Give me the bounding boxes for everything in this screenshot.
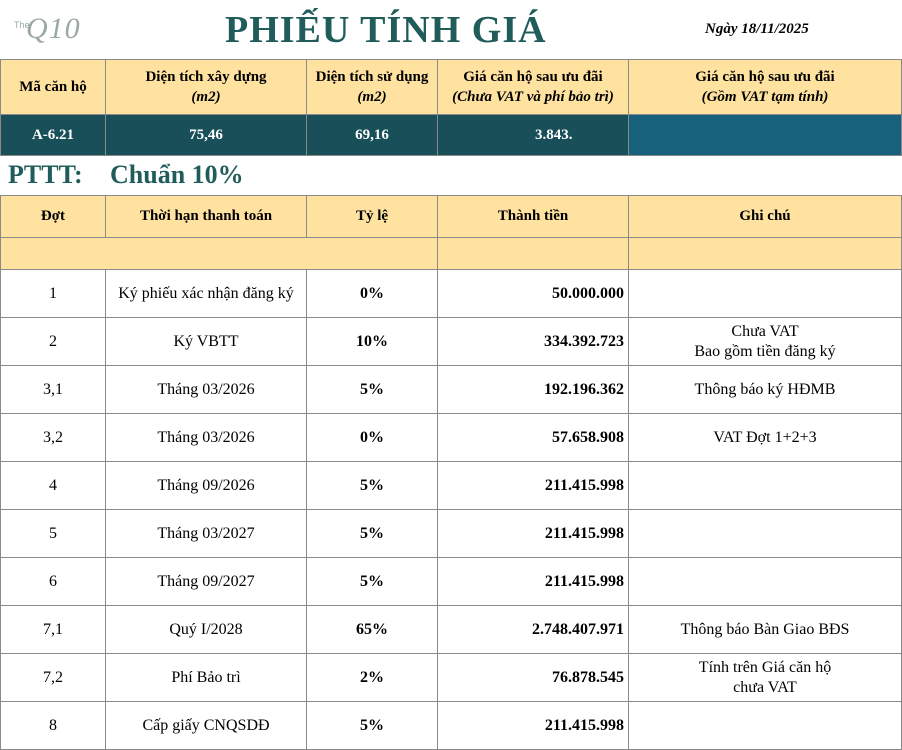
table-row <box>1 654 902 702</box>
note-line: Bao gồm tiền đăng ký <box>694 342 836 360</box>
cell-note <box>629 318 902 366</box>
value-ma-can-ho: A-6.21 <box>1 115 106 156</box>
cell-dot: 5 <box>1 510 106 558</box>
cell-dot: 1 <box>1 270 106 318</box>
spacer-cell <box>629 238 902 270</box>
cell-term: Ký VBTT <box>106 318 307 366</box>
cell-dot: 3,2 <box>1 414 106 462</box>
cell-amount: 334.392.723 <box>438 318 629 366</box>
cell-dot: 2 <box>1 318 106 366</box>
cell-term: Tháng 09/2026 <box>106 462 307 510</box>
cell-note <box>629 510 902 558</box>
cell-amount: 50.000.000 <box>438 270 629 318</box>
cell-rate: 2% <box>307 654 438 702</box>
cell-amount: 76.878.545 <box>438 654 629 702</box>
cell-term: Ký phiếu xác nhận đăng ký <box>106 270 307 318</box>
table-row <box>1 606 902 654</box>
table-row <box>1 702 902 750</box>
value-gia-gom-vat <box>629 115 902 156</box>
cell-rate: 5% <box>307 558 438 606</box>
table-row <box>1 366 902 414</box>
header-thanh-tien: Thành tiền <box>438 196 629 238</box>
table-row <box>1 462 902 510</box>
apartment-value-row <box>1 115 902 156</box>
cell-rate: 65% <box>307 606 438 654</box>
cell-note <box>629 270 902 318</box>
cell-term: Tháng 03/2027 <box>106 510 307 558</box>
note-line: Chưa VAT <box>731 322 799 340</box>
cell-amount: 2.748.407.971 <box>438 606 629 654</box>
cell-term: Phí Bảo trì <box>106 654 307 702</box>
cell-rate: 5% <box>307 366 438 414</box>
spacer-cell <box>1 238 438 270</box>
cell-dot: 4 <box>1 462 106 510</box>
cell-term: Quý I/2028 <box>106 606 307 654</box>
schedule-spacer-row <box>1 238 902 270</box>
note-line: Thông báo ký HĐMB <box>694 380 836 398</box>
note-line: Thông báo Bàn Giao BĐS <box>680 620 850 638</box>
cell-note <box>629 654 902 702</box>
table-row <box>1 558 902 606</box>
header-ma-can-ho: Mã căn hộ <box>1 60 106 115</box>
cell-note <box>629 606 902 654</box>
cell-term: Cấp giấy CNQSDĐ <box>106 702 307 750</box>
header-gia-gom-vat: Giá căn hộ sau ưu đãi (Gồm VAT tạm tính) <box>629 60 902 115</box>
cell-dot: 3,1 <box>1 366 106 414</box>
cell-term: Tháng 09/2027 <box>106 558 307 606</box>
cell-term: Tháng 03/2026 <box>106 366 307 414</box>
value-gia-chua-vat: 3.843. <box>438 115 629 156</box>
cell-rate: 5% <box>307 462 438 510</box>
cell-dot: 6 <box>1 558 106 606</box>
header-dien-tich-xay-dung: Diện tích xây dựng (m2) <box>106 60 307 115</box>
cell-rate: 0% <box>307 414 438 462</box>
cell-note <box>629 558 902 606</box>
table-row <box>1 270 902 318</box>
page-title: PHIẾU TÍNH GIÁ <box>225 9 547 51</box>
table-row <box>1 414 902 462</box>
cell-dot: 8 <box>1 702 106 750</box>
cell-amount: 211.415.998 <box>438 510 629 558</box>
payment-method-label: PTTT: <box>8 160 83 189</box>
schedule-header-row <box>1 196 902 238</box>
cell-note <box>629 702 902 750</box>
cell-dot: 7,2 <box>1 654 106 702</box>
cell-term: Tháng 03/2026 <box>106 414 307 462</box>
header-dot: Đợt <box>1 196 106 238</box>
cell-rate: 5% <box>307 702 438 750</box>
header-thoi-han: Thời hạn thanh toán <box>106 196 307 238</box>
cell-rate: 10% <box>307 318 438 366</box>
note-line: Tính trên Giá căn hộ <box>698 658 832 676</box>
payment-method <box>8 160 244 190</box>
cell-note <box>629 366 902 414</box>
spacer-cell <box>438 238 629 270</box>
cell-amount: 211.415.998 <box>438 702 629 750</box>
header-gia-chua-vat: Giá căn hộ sau ưu đãi (Chưa VAT và phí bảo trì) <box>438 60 629 115</box>
header-ty-le: Tỷ lệ <box>307 196 438 238</box>
cell-dot: 7,1 <box>1 606 106 654</box>
logo-prefix: The <box>14 20 30 30</box>
apartment-table <box>0 59 902 156</box>
table-row <box>1 510 902 558</box>
header-dien-tich-su-dung: Diện tích sử dụng (m2) <box>307 60 438 115</box>
cell-amount: 192.196.362 <box>438 366 629 414</box>
apartment-header-row <box>1 60 902 115</box>
payment-schedule-table <box>0 195 902 750</box>
cell-amount: 57.658.908 <box>438 414 629 462</box>
note-line: chưa VAT <box>733 678 797 696</box>
document-date: Ngày 18/11/2025 <box>705 21 809 37</box>
cell-amount: 211.415.998 <box>438 558 629 606</box>
table-row <box>1 318 902 366</box>
cell-note <box>629 414 902 462</box>
value-dien-tich-su-dung: 69,16 <box>307 115 438 156</box>
note-line: VAT Đợt 1+2+3 <box>713 428 817 446</box>
cell-rate: 0% <box>307 270 438 318</box>
cell-amount: 211.415.998 <box>438 462 629 510</box>
value-dien-tich-xay-dung: 75,46 <box>106 115 307 156</box>
header-ghi-chu: Ghi chú <box>629 196 902 238</box>
cell-rate: 5% <box>307 510 438 558</box>
payment-method-value: Chuẩn 10% <box>110 160 244 189</box>
cell-note <box>629 462 902 510</box>
logo-brand: Q10 <box>26 12 81 45</box>
